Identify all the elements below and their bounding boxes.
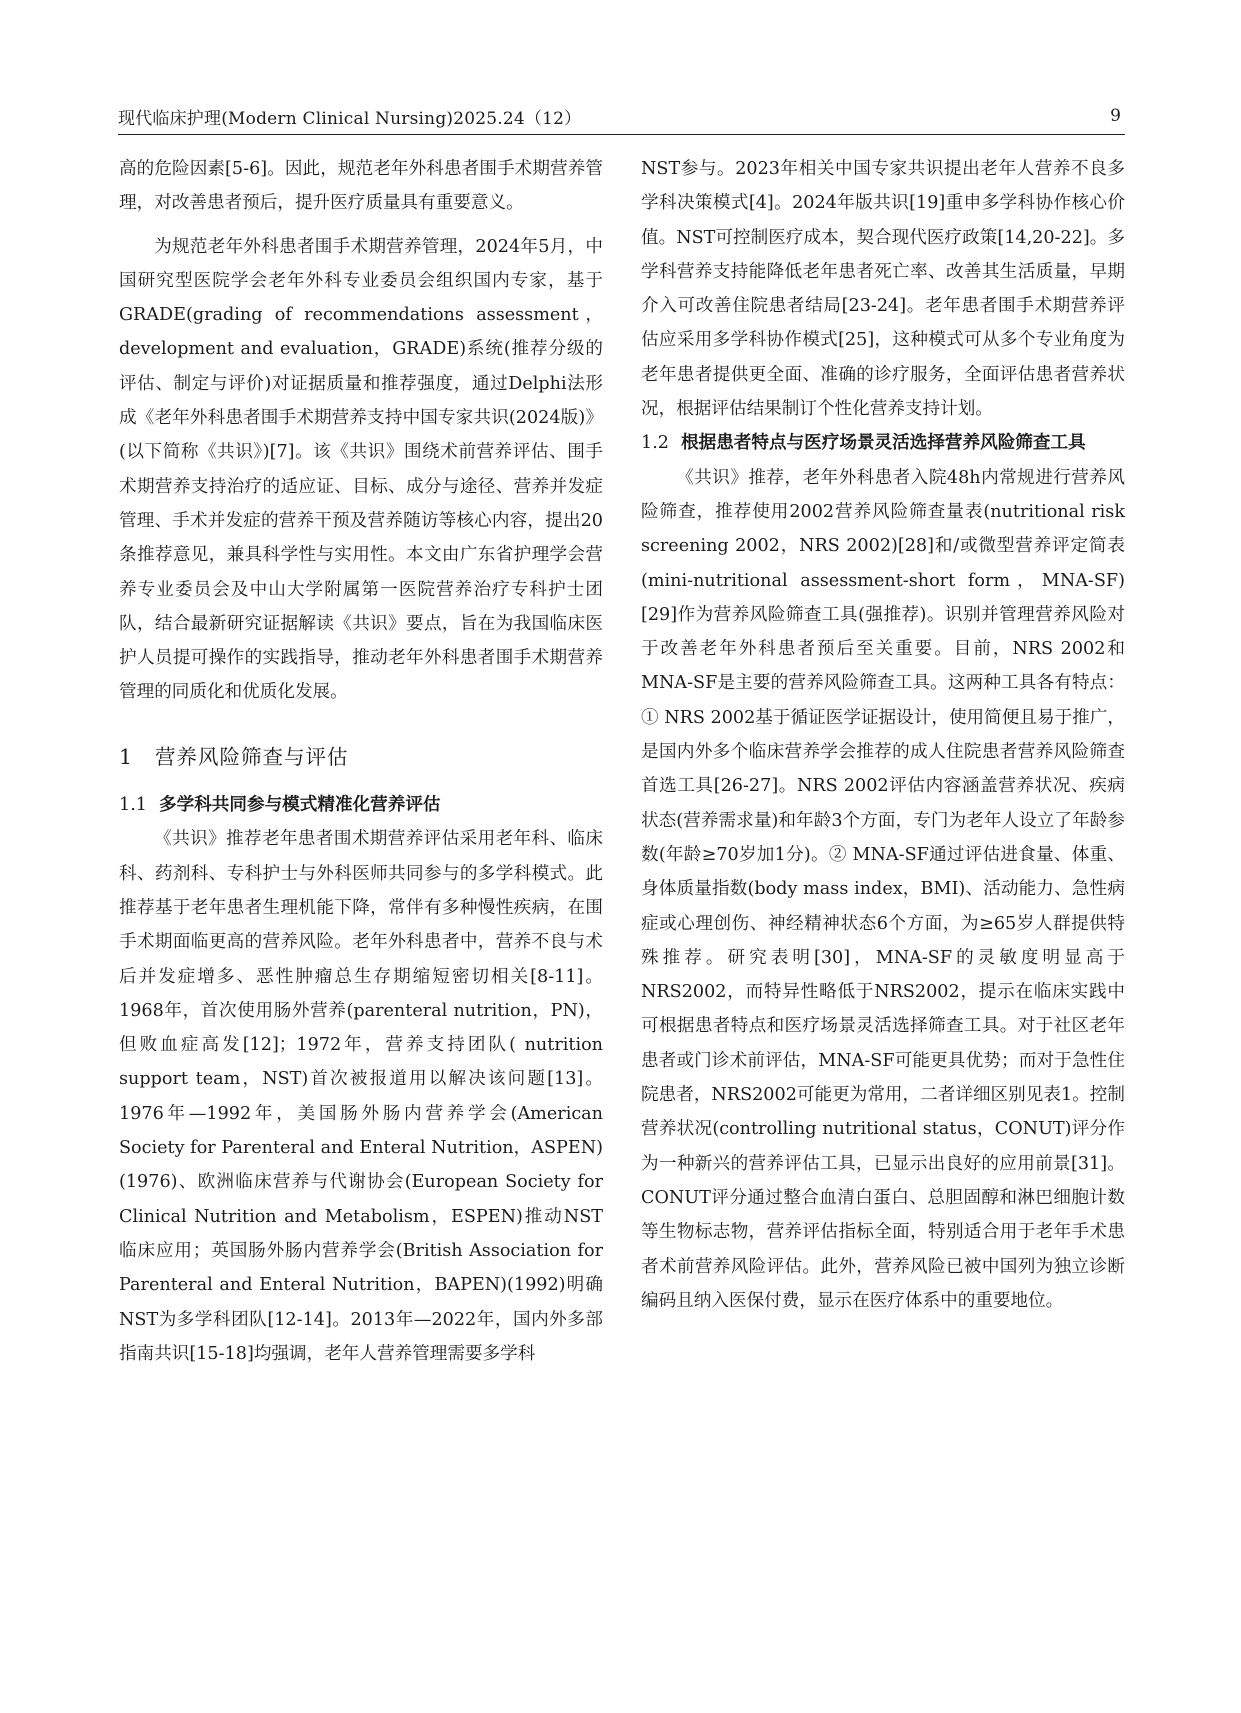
subsection-title: 根据患者特点与医疗场景灵活选择营养风险筛查工具 (681, 433, 1086, 454)
running-header (118, 100, 1125, 135)
subsection-number: 1.2 (641, 433, 669, 454)
journal-title: 现代临床护理(Modern Clinical Nursing)2025.24（12） (118, 109, 582, 129)
section-number: 1 (119, 744, 134, 769)
paragraph: 《共识》推荐，老年外科患者入院48h内常规进行营养风险筛查，推荐使用2002营养风险筛查量表(nutritional risk screening 2002，NRS 2002)[28]和/或微型营养评定简表(mini-nutritional assessment-short form，MNA-SF)[29]作为营养风险筛查工具(强推荐)。识别并管理营养风险对于改善老年外科患者预后至关重要。目前，NRS 2002和MNA-SF是主要的营养风险筛查工具。这两种工具各有特点：① NRS 2002基于循证医学证据设计，使用简便且易于推广，是国内外多个临床营养学会推荐的成人住院患者营养风险筛查首选工具[26-27]。NRS 2002评估内容涵盖营养状况、疾病状态(营养需求量)和年龄3个方面，专门为老年人设立了年龄参数(年龄≥70岁加1分)。② MNA-SF通过评估进食量、体重、身体质量指数(body mass index，BMI)、活动能力、急性病症或心理创伤、神经精神状态6个方面，为≥65岁人群提供特殊推荐。研究表明[30]，MNA-SF的灵敏度明显高于NRS2002，而特异性略低于NRS2002，提示在临床实践中可根据患者特点和医疗场景灵活选择筛查工具。对于社区老年患者或门诊术前评估，MNA-SF可能更具优势；而对于急性住院患者，NRS2002可能更为常用，二者详细区别见表1。控制营养状况(controlling nutritional status，CONUT)评分作为一种新兴的营养评估工具，已显示出良好的应用前景[31]。CONUT评分通过整合血清白蛋白、总胆固醇和淋巴细胞计数等生物标志物，营养评估指标全面，特别适合用于老年手术患者术前营养风险评估。此外，营养风险已被中国列为独立诊断编码且纳入医保付费，显示在医疗体系中的重要地位。 (641, 467, 1125, 1311)
subsection-number: 1.1 (119, 795, 147, 816)
section-title: 营养风险筛查与评估 (155, 744, 349, 769)
paragraph: NST参与。2023年相关中国专家共识提出老年人营养不良多学科决策模式[4]。2024年版共识[19]重申多学科协作核心价值。NST可控制医疗成本，契合现代医疗政策[14,20-22]。多学科营养支持能降低老年患者死亡率、改善其生活质量，早期介入可改善住院患者结局[23-24]。老年患者围手术期营养评估应采用多学科协作模式[25]，这种模式可从多个专业角度为老年患者提供更全面、准确的诊疗服务，全面评估患者营养状况，根据评估结果制订个性化营养支持计划。 (641, 159, 1125, 420)
subsection-heading (641, 426, 1125, 460)
paragraph: 为规范老年外科患者围手术期营养管理，2024年5月，中国研究型医院学会老年外科专业委员会组织国内专家，基于GRADE(grading of recommendations assessment，development and evaluation，GRADE)系统(推荐分级的评估、制定与评价)对证据质量和推荐强度，通过Delphi法形成《老年外科患者围手术期营养支持中国专家共识(2024版)》(以下简称《共识》)[7]。该《共识》围绕术前营养评估、围手术期营养支持治疗的适应证、目标、成分与途径、营养并发症管理、手术并发症的营养干预及营养随访等核心内容，提出20条推荐意见，兼具科学性与实用性。本文由广东省护理学会营养专业委员会及中山大学附属第一医院营养治疗专科护士团队，结合最新研究证据解读《共识》要点，旨在为我国临床医护人员提可操作的实践指导，推动老年外科患者围手术期营养管理的同质化和优质化发展。 (119, 236, 603, 703)
paragraph: 高的危险因素[5-6]。因此，规范老年外科患者围手术期营养管理，对改善患者预后，提升医疗质量具有重要意义。 (119, 159, 603, 214)
paragraph: 《共识》推荐老年患者围术期营养评估采用老年科、临床科、药剂科、专科护士与外科医师共同参与的多学科模式。此推荐基于老年患者生理机能下降，常伴有多种慢性疾病，在围手术期面临更高的营养风险。老年外科患者中，营养不良与术后并发症增多、恶性肿瘤总生存期缩短密切相关[8-11]。1968年，首次使用肠外营养(parenteral nutrition，PN)，但败血症高发[12]；1972年，营养支持团队( nutrition support team，NST)首次被报道用以解决该问题[13]。1976年—1992年，美国肠外肠内营养学会(American Society for Parenteral and Enteral Nutrition，ASPEN)(1976)、欧洲临床营养与代谢协会(European Society for Clinical Nutrition and Metabolism，ESPEN)推动NST临床应用；英国肠外肠内营养学会(British Association for Parenteral and Enteral Nutrition，BAPEN)(1992)明确NST为多学科团队[12-14]。2013年—2022年，国内外多部指南共识[15-18]均强调，老年人营养管理需要多学科 (119, 829, 603, 1364)
right-column (641, 152, 1125, 1318)
subsection-heading (119, 788, 603, 822)
page-number: 9 (1110, 106, 1121, 126)
subsection-title: 多学科共同参与模式精准化营养评估 (159, 795, 441, 816)
left-column (119, 152, 603, 1371)
section-heading (119, 740, 603, 774)
